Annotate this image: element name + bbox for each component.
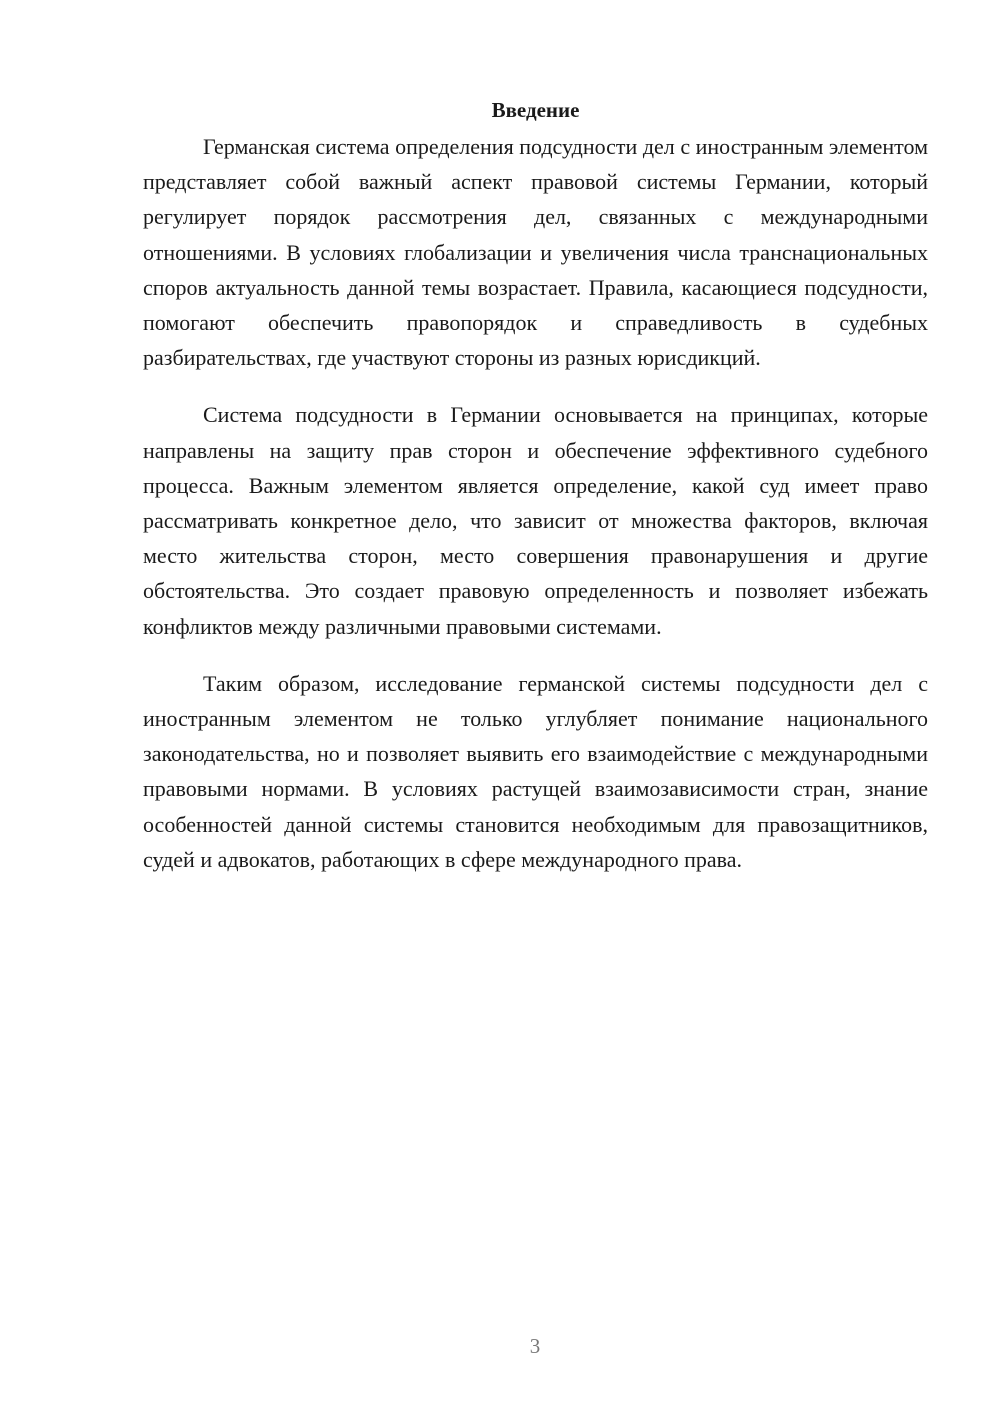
- page-number: 3: [529, 1334, 541, 1358]
- section-heading: Введение: [491, 98, 580, 122]
- paragraph-2: Система подсудности в Германии основывается на принципах, которые направлены на защиту прав сторон и обеспечение эффективного судебного процесса. Важным элементом является определение, какой суд имеет право рассматривать конкретное дело, что зависит от множества факторов, включая место жительства сторон, место совершения правонарушения и другие обстоятельства. Это создает правовую определенность и позволяет избежать конфликтов между различными правовыми системами.: [143, 402, 928, 639]
- paragraph-3: Таким образом, исследование германской системы подсудности дел с иностранным элементом не только углубляет понимание национального законодательства, но и позволяет выявить его взаимодействие с международными правовыми нормами. В условиях растущей взаимозависимости стран, знание особенностей данной системы становится необходимым для правозащитников, судей и адвокатов, работающих в сфере международного права.: [143, 670, 928, 872]
- paragraph-1: Германская система определения подсудности дел с иностранным элементом представляет собой важный аспект правовой системы Германии, который регулирует порядок рассмотрения дел, связанных с международными отношениями. В условиях глобализации и увеличения числа транснациональных споров актуальность данной темы возрастает. Правила, касающиеся подсудности, помогают обеспечить правопорядок и справедливость в судебных разбирательствах, где участвуют стороны из разных юрисдикций.: [143, 134, 928, 371]
- page-content: [143, 95, 928, 899]
